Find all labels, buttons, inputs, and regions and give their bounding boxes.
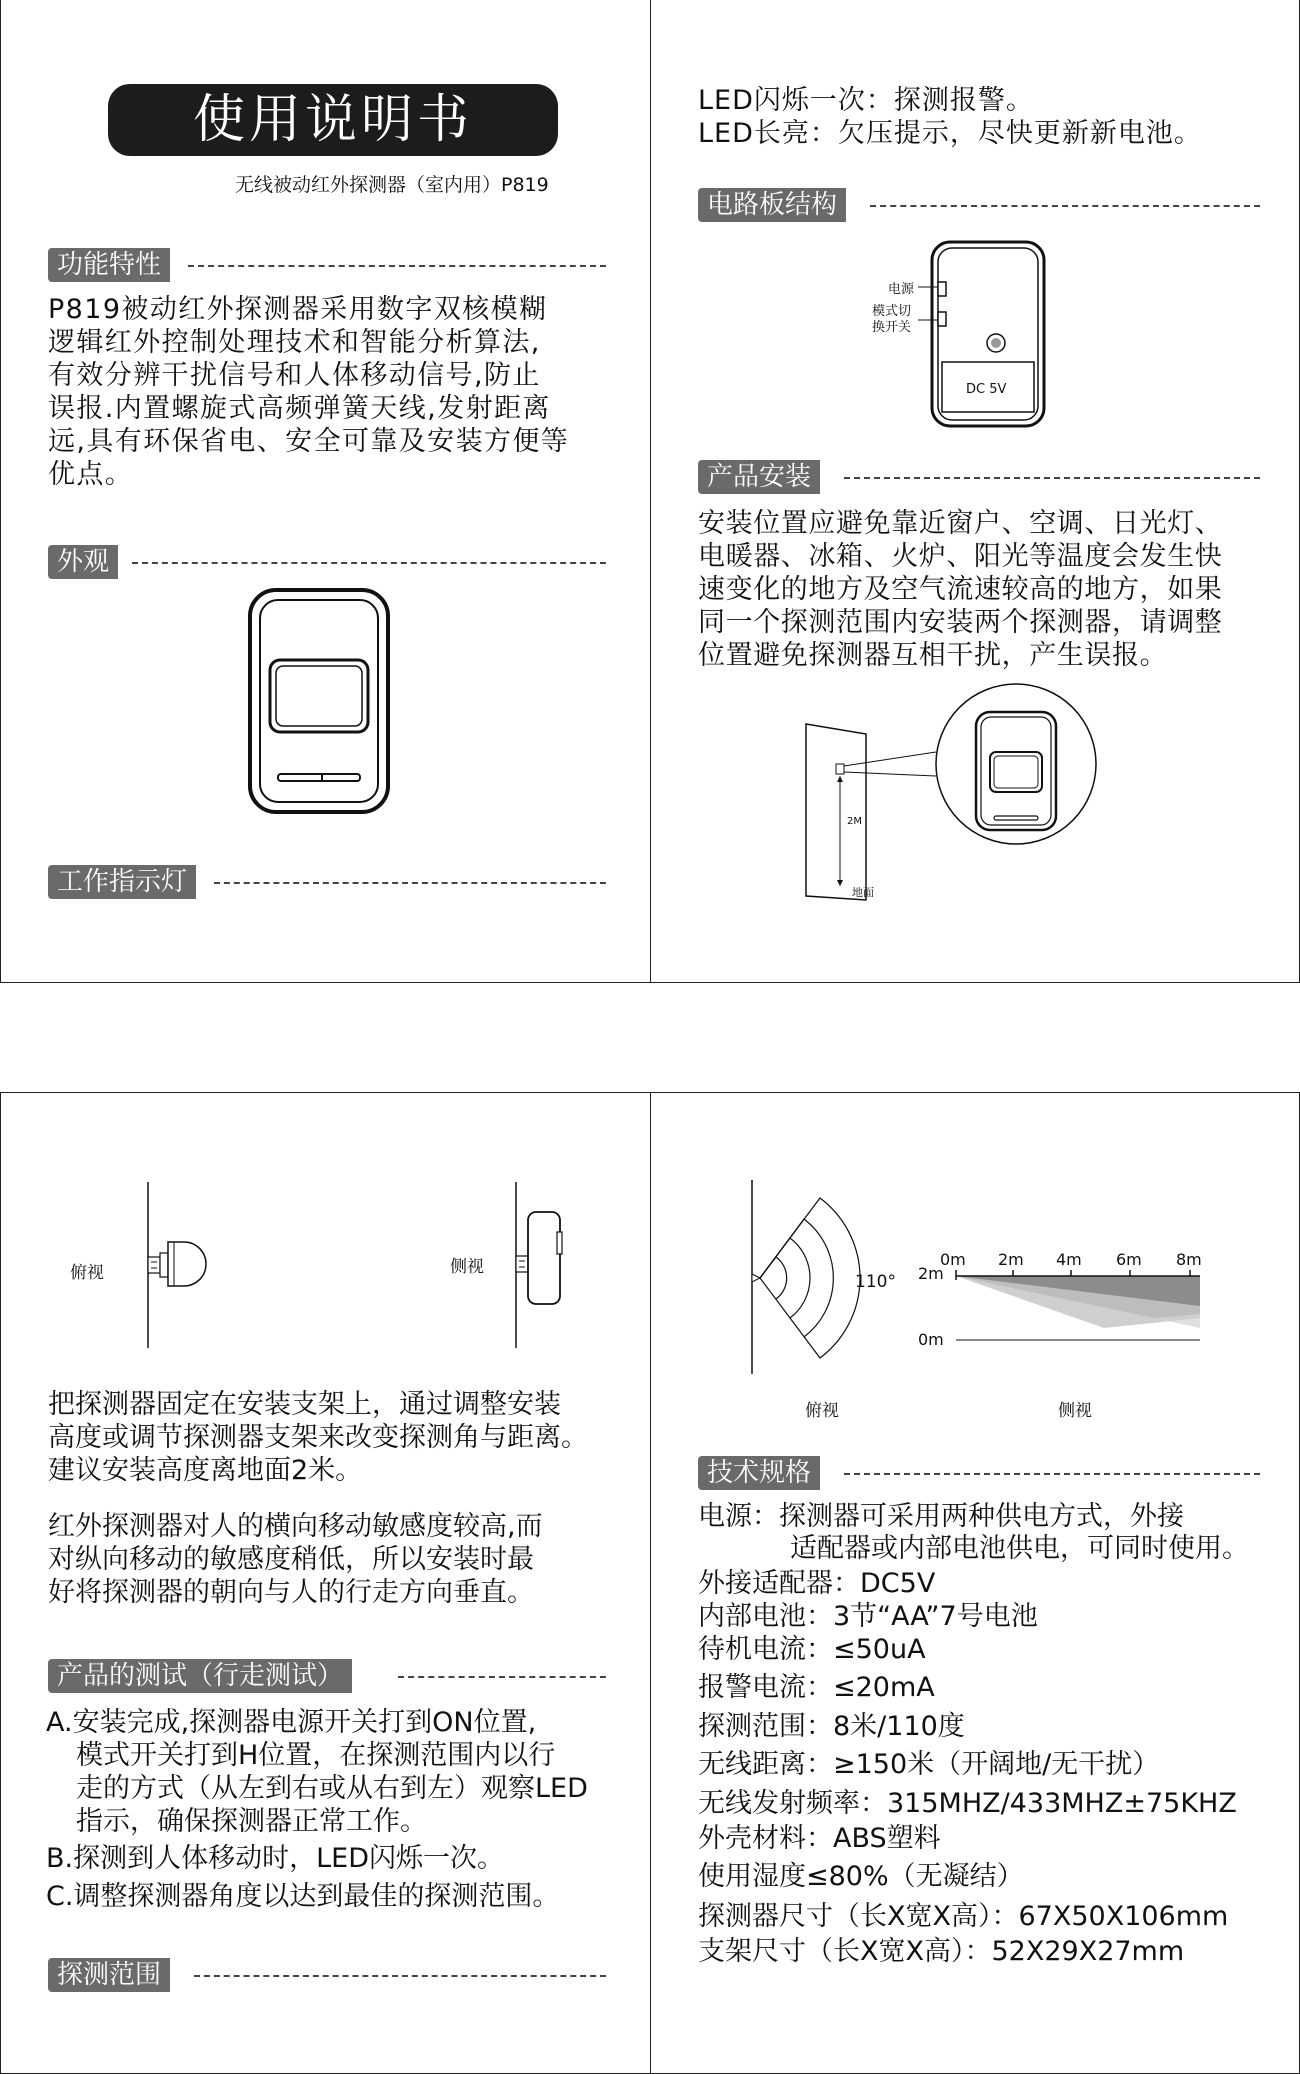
section-heading: 产品的测试（行走测试） [48,1659,352,1693]
dashed-rule [844,1473,1260,1475]
text-line: 模式开关打到H位置，在探测范围内以行 [76,1740,556,1771]
section-heading: 功能特性 [48,248,170,282]
detector-front-illustration [248,588,390,814]
spec-item: 外壳材料：ABS塑料 [698,1823,941,1854]
text-line: 同一个探测范围内安装两个探测器，请调整 [698,607,1223,638]
x-tick-label: 8m [1176,1250,1202,1269]
section-heading: 工作指示灯 [48,865,196,899]
dashed-rule [870,205,1260,207]
mode-switch-label [872,304,911,336]
page-title: 使用说明书 [108,84,558,156]
x-tick-label: 6m [1116,1250,1142,1269]
panel-border [0,1092,1,2074]
text-line: 速变化的地方及空气流速较高的地方，如果 [698,574,1223,605]
text-line: 把探测器固定在安装支架上，通过调整安装 [48,1389,561,1420]
features-text [48,293,569,491]
section-heading: 技术规格 [698,1456,820,1490]
angle-label: 110° [855,1272,896,1292]
section-features [48,248,606,282]
ground-label: 地面 [852,886,874,899]
text-line: LED闪烁一次：探测报警。 [698,85,1034,116]
product-subtitle: 无线被动红外探测器（室内用）P819 [235,174,549,196]
side-view-mount-diagram [508,1180,578,1350]
install-text [698,507,1222,672]
text-line: 走的方式（从左到右或从右到左）观察LED [76,1773,588,1804]
circuit-board-diagram [930,240,1046,428]
text-line: 误报.内置螺旋式高频弹簧天线,发射距离 [48,393,551,424]
section-circuit [698,188,1260,222]
y-tick-label: 0m [918,1330,944,1349]
section-heading: 电路板结构 [698,188,846,222]
spec-item: 内部电池：3节“AA”7号电池 [698,1601,1038,1632]
top-view-caption: 俯视 [805,1401,839,1421]
text-line: A.安装完成,探测器电源开关打到ON位置, [46,1707,537,1738]
panel-divider [650,0,651,983]
section-range [48,1958,606,1992]
test-step-c: C.调整探测器角度以达到最佳的探测范围。 [46,1881,560,1912]
test-steps-a [46,1706,588,1838]
text-line: 好将探测器的朝向与人的行走方向垂直。 [48,1577,534,1608]
section-heading: 外观 [48,545,118,579]
spec-item: 外接适配器：DC5V [698,1568,936,1599]
spec-item: 无线距离：≥150米（开阔地/无干扰） [698,1749,1160,1780]
sensitivity-text [48,1510,543,1609]
text-line: 有效分辨干扰信号和人体移动信号,防止 [48,360,541,391]
y-tick-label: 2m [918,1264,944,1283]
text-line: 模式切 [872,304,912,319]
dashed-rule [188,265,606,267]
text-line: LED长亮：欠压提示，尽快更新新电池。 [698,118,1202,149]
section-test [48,1659,606,1693]
text-line: 优点。 [48,459,134,490]
dc-input-label: DC 5V [966,382,1007,397]
height-label: 2M [847,816,862,827]
spec-item: 探测器尺寸（长X宽X高）：67X50X106mm [698,1901,1229,1932]
text-line: 对纵向移动的敏感度稍低，所以安装时最 [48,1544,534,1575]
section-indicator [48,865,606,899]
section-heading: 产品安装 [698,460,820,494]
spec-item: 无线发射频率：315MHZ/433MHZ±75KHZ [698,1788,1237,1819]
top-view-mount-diagram [140,1180,216,1350]
dashed-rule [132,562,606,564]
install-height-diagram [800,690,1100,902]
text-line: 远,具有环保省电、安全可靠及安装方便等 [48,426,570,457]
spec-power-line: 适配器或内部电池供电，可同时使用。 [790,1533,1249,1564]
text-line: 建议安装高度离地面2米。 [48,1455,363,1486]
panel-border [0,0,1,983]
x-tick-label: 2m [998,1250,1024,1269]
text-line: 红外探测器对人的横向移动敏感度较高,而 [48,1511,543,1542]
led-text [698,84,1202,150]
top-view-label: 俯视 [70,1263,104,1283]
spec-item: 报警电流：≤20mA [698,1672,935,1703]
dashed-rule [214,882,606,884]
spec-power-line: 电源：探测器可采用两种供电方式，外接 [698,1501,1184,1532]
text-line: 位置避免探测器互相干扰，产生误报。 [698,640,1168,671]
dashed-rule [194,1975,606,1977]
mount-text [48,1388,588,1487]
x-tick-label: 0m [940,1250,966,1269]
leader-line [918,286,938,288]
text-line: 安装位置应避免靠近窗户、空调、日光灯、 [698,508,1223,539]
text-line: 高度或调节探测器支架来改变探测角与距离。 [48,1422,588,1453]
text-line: 逻辑红外控制处理技术和智能分析算法, [48,327,541,358]
dashed-rule [398,1676,606,1678]
section-install [698,460,1260,494]
panel-divider [650,1092,651,2074]
text-line: P819被动红外探测器采用数字双核模糊 [48,294,548,325]
leader-line [918,319,938,321]
side-view-range-diagram [954,1258,1202,1342]
text-line: 换开关 [872,320,912,335]
section-specs [698,1456,1260,1490]
spec-item: 支架尺寸（长X宽X高）：52X29X27mm [698,1936,1185,1967]
section-heading: 探测范围 [48,1958,170,1992]
spec-item: 待机电流：≤50uA [698,1634,926,1665]
dashed-rule [844,477,1260,479]
spec-item: 使用湿度≤80%（无凝结） [698,1861,1024,1892]
spec-item: 探测范围：8米/110度 [698,1711,965,1742]
section-appearance [48,545,606,579]
x-tick-label: 4m [1056,1250,1082,1269]
side-view-caption: 侧视 [1058,1401,1092,1421]
power-label: 电源 [888,282,915,297]
text-line: 电暖器、冰箱、火炉、阳光等温度会发生快 [698,541,1223,572]
text-line: 指示，确保探测器正常工作。 [76,1806,427,1837]
side-view-label: 侧视 [450,1257,484,1277]
test-step-b: B.探测到人体移动时，LED闪烁一次。 [46,1843,504,1874]
